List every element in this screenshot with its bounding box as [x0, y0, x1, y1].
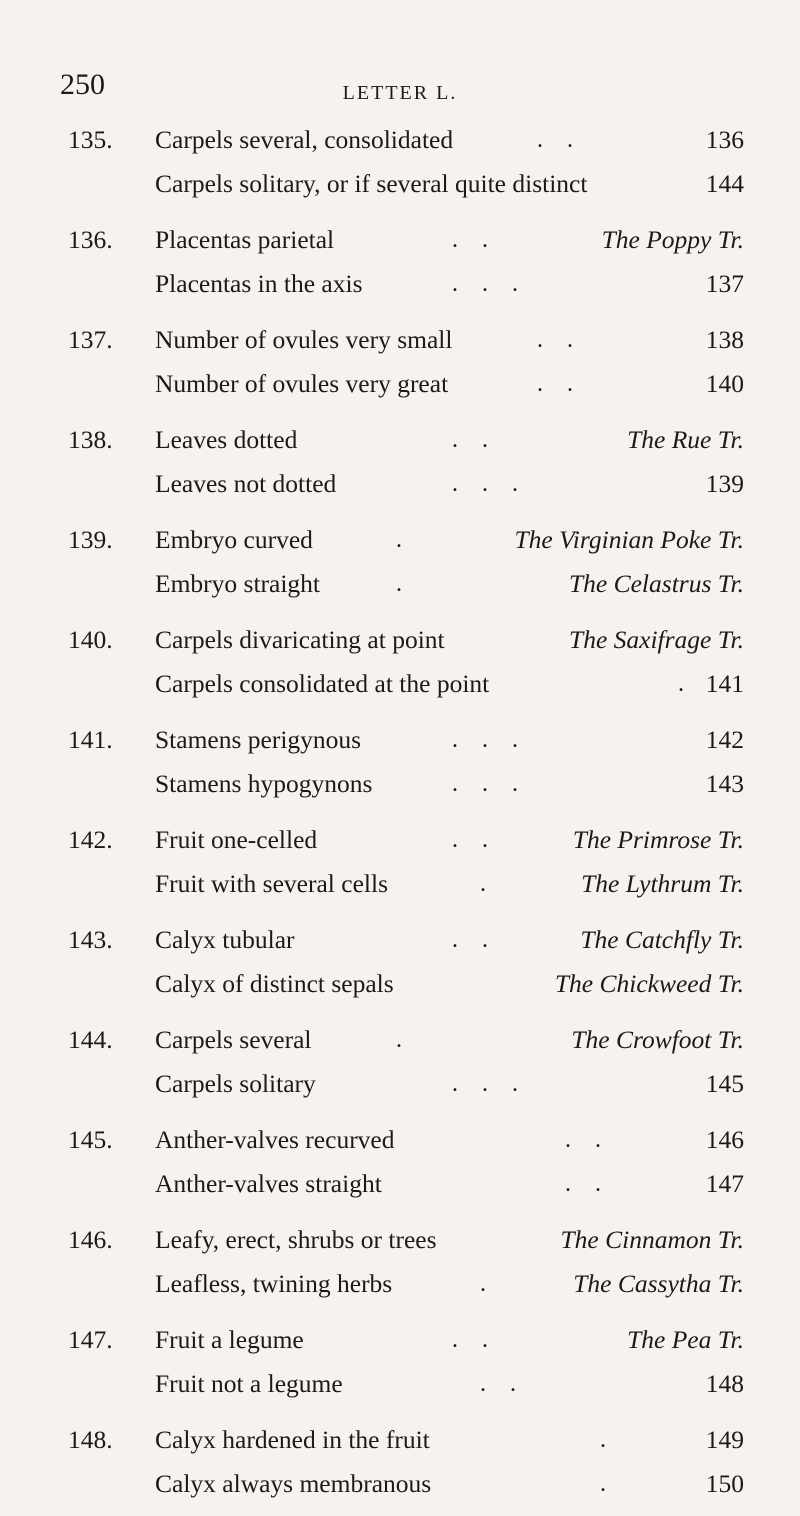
reference-number: 143 [705, 769, 744, 798]
leader-dots: . [396, 1027, 402, 1053]
key-line [0, 1260, 800, 1308]
key-line [0, 360, 800, 408]
leader-dots: . . [565, 1127, 601, 1153]
key-line [0, 1160, 800, 1208]
key-label: Carpels solitary, or if several quite distinct [155, 169, 588, 198]
key-entry [0, 516, 800, 616]
reference-number: 140 [705, 369, 744, 398]
reference-number: 145 [705, 1069, 744, 1098]
key-line [0, 760, 800, 808]
key-entry [0, 416, 800, 516]
tribe-name: The Catchfly Tr. [580, 925, 744, 954]
key-label: Leaves not dotted [155, 469, 337, 498]
tribe-name: The Rue Tr. [627, 425, 744, 454]
tribe-name: The Saxifrage Tr. [569, 625, 744, 654]
key-line [0, 1216, 800, 1264]
key-line [0, 1416, 800, 1464]
key-line [0, 916, 800, 964]
leader-dots: . [600, 1427, 606, 1453]
key-label: Stamens perigynous [155, 725, 362, 754]
leader-dots: . . [452, 227, 488, 253]
leader-dots: . . [452, 827, 488, 853]
entry-number: 143. [68, 925, 113, 954]
tribe-name: The Cinnamon Tr. [560, 1225, 744, 1254]
entry-number: 142. [68, 825, 113, 854]
key-label: Calyx hardened in the fruit [155, 1425, 430, 1454]
key-label: Placentas in the axis [155, 269, 363, 298]
key-label: Stamens hypogynons [155, 769, 373, 798]
entry-number: 148. [68, 1425, 113, 1454]
key-label: Embryo curved [155, 525, 313, 554]
reference-number: 142 [705, 725, 744, 754]
leader-dots: . . [565, 1171, 601, 1197]
tribe-name: The Cassytha Tr. [573, 1269, 744, 1298]
entry-number: 146. [68, 1225, 113, 1254]
key-label: Fruit not a legume [155, 1369, 343, 1398]
reference-number: 150 [705, 1469, 744, 1498]
leader-dots: . . [537, 127, 573, 153]
leader-dots: . [600, 1471, 606, 1497]
tribe-name: The Poppy Tr. [601, 225, 744, 254]
entry-number: 138. [68, 425, 113, 454]
key-line [0, 260, 800, 308]
key-entry [0, 316, 800, 416]
tribe-name: The Lythrum Tr. [581, 869, 744, 898]
key-line [0, 116, 800, 164]
key-line [0, 216, 800, 264]
key-label: Carpels several, consolidated [155, 125, 454, 154]
reference-number: 146 [705, 1125, 744, 1154]
page-number: 250 [60, 68, 105, 101]
key-label: Leafy, erect, shrubs or trees [155, 1225, 437, 1254]
tribe-name: The Crowfoot Tr. [571, 1025, 744, 1054]
key-entry [0, 716, 800, 816]
key-entry [0, 1116, 800, 1216]
key-line [0, 516, 800, 564]
key-entry [0, 1416, 800, 1516]
key-label: Calyx of distinct sepals [155, 969, 394, 998]
leader-dots: . . [452, 1327, 488, 1353]
leader-dots: . . [452, 927, 488, 953]
key-line [0, 316, 800, 364]
reference-number: 144 [705, 169, 744, 198]
key-label: Anther-valves straight [155, 1169, 382, 1198]
key-line [0, 860, 800, 908]
key-entry [0, 816, 800, 916]
key-line [0, 1360, 800, 1408]
leader-dots: . [480, 1271, 486, 1297]
leader-dots: . . . [452, 271, 518, 297]
entry-number: 147. [68, 1325, 113, 1354]
tribe-name: The Primrose Tr. [572, 825, 744, 854]
key-entry [0, 1016, 800, 1116]
key-line [0, 816, 800, 864]
key-line [0, 960, 800, 1008]
key-entry [0, 616, 800, 716]
key-line [0, 1060, 800, 1108]
key-label: Embryo straight [155, 569, 321, 598]
entry-number: 141. [68, 725, 113, 754]
key-label: Number of ovules very small [155, 325, 453, 354]
leader-dots: . [396, 527, 402, 553]
tribe-name: The Virginian Poke Tr. [514, 525, 744, 554]
entry-number: 145. [68, 1125, 113, 1154]
entry-number: 136. [68, 225, 113, 254]
key-label: Carpels solitary [155, 1069, 316, 1098]
key-entry [0, 916, 800, 1016]
key-entry [0, 1216, 800, 1316]
key-label: Leafless, twining herbs [155, 1269, 393, 1298]
leader-dots: . . . [452, 1071, 518, 1097]
leader-dots: . [396, 571, 402, 597]
key-line [0, 460, 800, 508]
key-line [0, 616, 800, 664]
leader-dots: . [678, 671, 684, 697]
key-line [0, 416, 800, 464]
botanical-key [0, 116, 800, 1516]
leader-dots: . . [480, 1371, 516, 1397]
reference-number: 147 [705, 1169, 744, 1198]
entry-number: 135. [68, 125, 113, 154]
entry-number: 137. [68, 325, 113, 354]
tribe-name: The Celastrus Tr. [568, 569, 744, 598]
leader-dots: . . [537, 327, 573, 353]
reference-number: 138 [705, 325, 744, 354]
key-line [0, 1016, 800, 1064]
reference-number: 149 [705, 1425, 744, 1454]
leader-dots: . . . [452, 771, 518, 797]
key-label: Placentas parietal [155, 225, 335, 254]
tribe-name: The Pea Tr. [627, 1325, 744, 1354]
reference-number: 137 [705, 269, 744, 298]
entry-number: 144. [68, 1025, 113, 1054]
key-line [0, 1316, 800, 1364]
leader-dots: . . [452, 427, 488, 453]
key-label: Leaves dotted [155, 425, 298, 454]
key-label: Calyx always membranous [155, 1469, 432, 1498]
reference-number: 139 [705, 469, 744, 498]
key-entry [0, 216, 800, 316]
key-label: Carpels consolidated at the point [155, 669, 490, 698]
leader-dots: . . [537, 371, 573, 397]
reference-number: 136 [705, 125, 744, 154]
key-line [0, 1460, 800, 1508]
reference-number: 148 [705, 1369, 744, 1398]
key-label: Number of ovules very great [155, 369, 449, 398]
key-label: Fruit a legume [155, 1325, 304, 1354]
key-entry [0, 116, 800, 216]
entry-number: 139. [68, 525, 113, 554]
entry-number: 140. [68, 625, 113, 654]
key-line [0, 560, 800, 608]
running-head: LETTER L. [342, 82, 458, 104]
key-line [0, 160, 800, 208]
leader-dots: . . . [452, 727, 518, 753]
reference-number: 141 [705, 669, 744, 698]
tribe-name: The Chickweed Tr. [554, 969, 744, 998]
key-entry [0, 1316, 800, 1416]
key-label: Carpels several [155, 1025, 312, 1054]
leader-dots: . . . [452, 471, 518, 497]
key-line [0, 716, 800, 764]
key-label: Calyx tubular [155, 925, 295, 954]
key-line [0, 660, 800, 708]
leader-dots: . [480, 871, 486, 897]
key-line [0, 1116, 800, 1164]
key-label: Fruit with several cells [155, 869, 388, 898]
key-label: Fruit one-celled [155, 825, 318, 854]
key-label: Carpels divaricating at point [155, 625, 445, 654]
key-label: Anther-valves recurved [155, 1125, 395, 1154]
